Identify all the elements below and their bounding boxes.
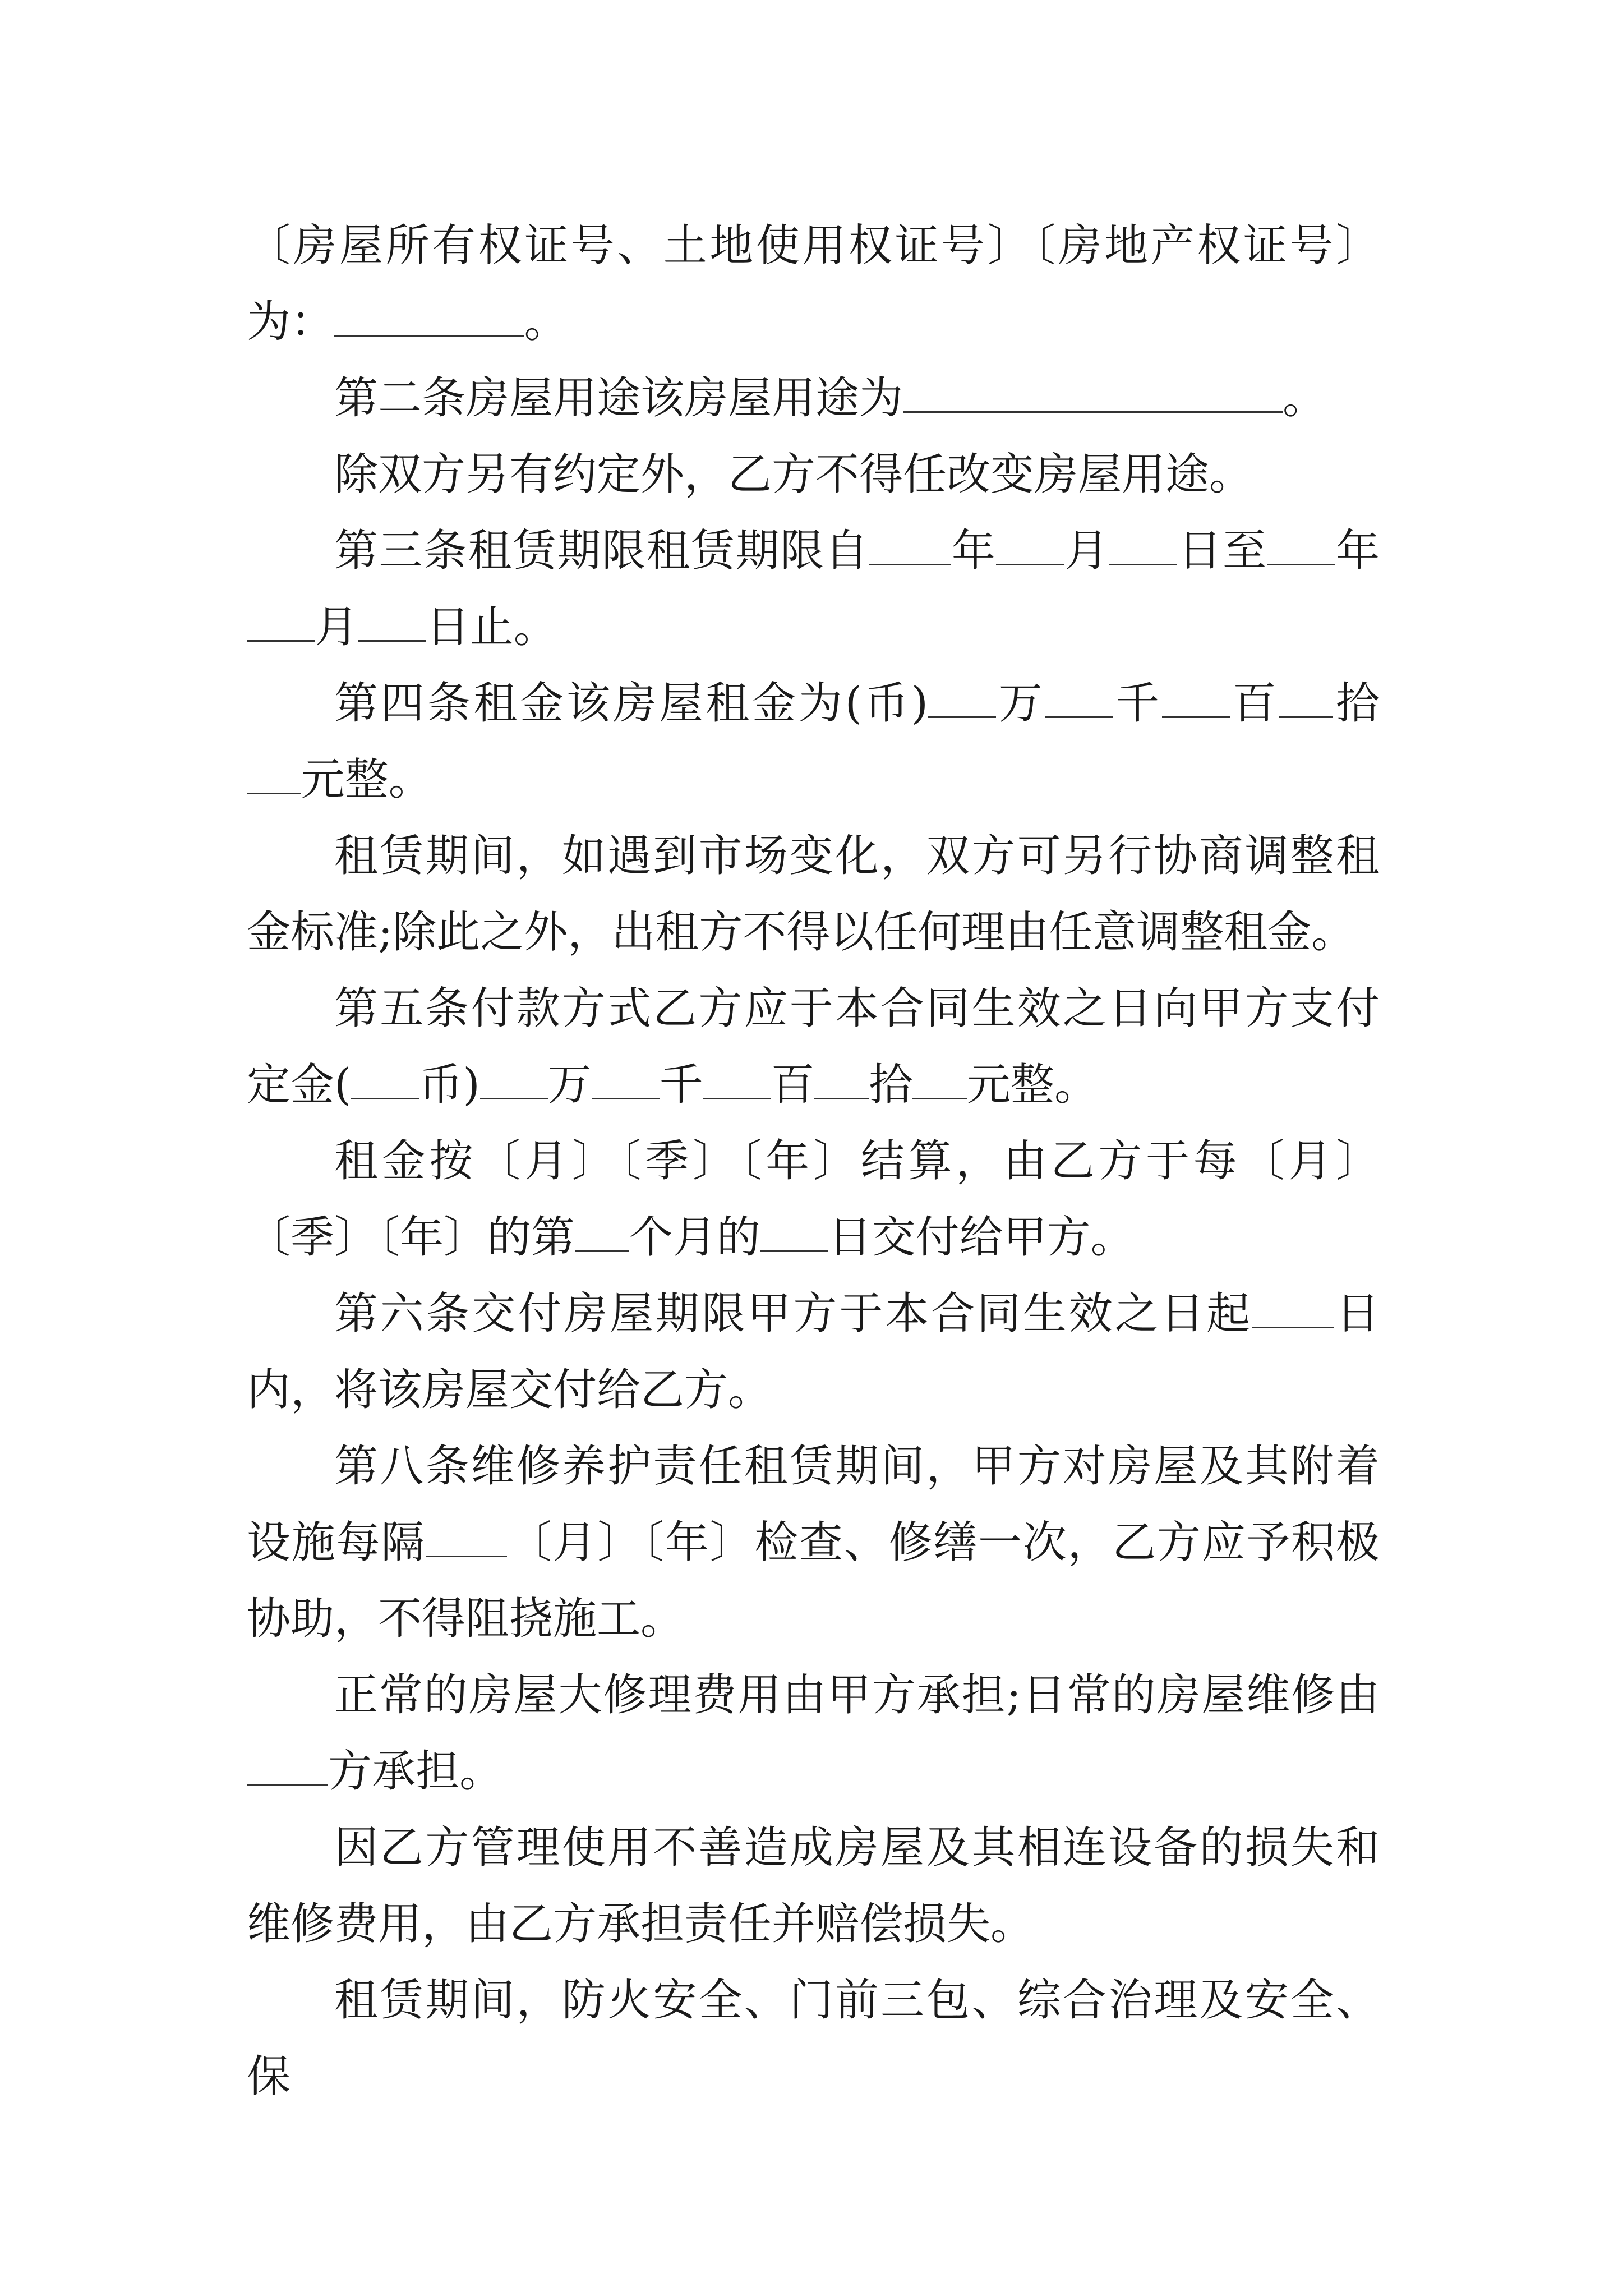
paragraph-12 (247, 1810, 1380, 1962)
paragraph-8 (247, 1123, 1380, 1276)
paragraph-text: 除双方另有约定外，乙方不得任改变房屋用途。 (334, 449, 1253, 500)
fill-in-blank (928, 677, 996, 718)
paragraph-4 (247, 513, 1380, 665)
paragraph-text: 千 (659, 1060, 703, 1110)
fill-in-blank (1045, 677, 1113, 718)
paragraph-text: 币) (419, 1060, 480, 1110)
paragraph-text: 年 (1335, 526, 1380, 576)
paragraph-text: 日止。 (426, 602, 557, 652)
fill-in-blank (903, 372, 1283, 413)
paragraph-text: 。 (1283, 373, 1327, 424)
paragraph-text: 方承担。 (328, 1746, 504, 1797)
paragraph-text: 元整。 (301, 754, 432, 805)
fill-in-blank (1162, 677, 1230, 718)
paragraph-11 (247, 1657, 1380, 1810)
paragraph-3 (247, 436, 1380, 513)
fill-in-blank (1279, 677, 1333, 718)
fill-in-blank (351, 1059, 419, 1099)
paragraph-1 (247, 208, 1380, 360)
fill-in-blank (575, 1211, 629, 1252)
paragraph-13 (247, 1962, 1380, 2115)
paragraph-text: 〔月〕〔年〕检查、修缮一次，乙方应予积极协助，不得阻挠施工。 (247, 1517, 1380, 1644)
paragraph-text: 第八条维修养护责任租赁期间，甲方对房屋及其附着设施每隔 (247, 1441, 1380, 1568)
fill-in-blank (426, 1516, 507, 1557)
fill-in-blank (1109, 524, 1177, 565)
paragraph-6 (247, 818, 1380, 970)
fill-in-blank (703, 1059, 771, 1099)
paragraph-5 (247, 665, 1380, 818)
paragraph-text: 第五条付款方式乙方应于本合同生效之日向甲方支付定金( (247, 983, 1380, 1110)
fill-in-blank (592, 1059, 660, 1099)
paragraph-text: 年 (951, 526, 997, 576)
fill-in-blank (869, 524, 951, 565)
fill-in-blank (912, 1059, 967, 1099)
paragraph-text: 租赁期间，如遇到市场变化，双方可另行协商调整租金标准;除此之外，出租方不得以任何理由任意调整租金。 (247, 831, 1380, 958)
paragraph-2 (247, 360, 1380, 436)
paragraph-7 (247, 970, 1380, 1123)
paragraph-text: 正常的房屋大修理费用由甲方承担;日常的房屋维修由 (334, 1670, 1380, 1720)
fill-in-blank (247, 1745, 328, 1786)
paragraph-text: 拾 (1333, 678, 1380, 729)
fill-in-blank (760, 1211, 828, 1252)
paragraph-text: 日交付给甲方。 (828, 1212, 1135, 1263)
fill-in-blank (334, 296, 524, 337)
paragraph-text: 第二条房屋用途该房屋用途为 (334, 373, 903, 424)
paragraph-text: 〔房屋所有权证号、土地使用权证号〕〔房地产权证号〕为： (247, 220, 1380, 347)
paragraph-text: 月 (1064, 526, 1110, 576)
paragraph-text: 日至 (1177, 526, 1267, 576)
paragraph-text: 因乙方管理使用不善造成房屋及其相连设备的损失和维修费用，由乙方承担责任并赔偿损失。 (247, 1823, 1380, 1949)
paragraph-10 (247, 1428, 1380, 1657)
paragraph-text: 第三条租赁期限租赁期限自 (334, 526, 870, 576)
fill-in-blank (247, 753, 301, 794)
paragraph-text: 月 (314, 602, 358, 652)
paragraph-text: 第四条租金该房屋租金为(币) (334, 678, 929, 729)
fill-in-blank (1267, 524, 1335, 565)
paragraph-text: 个月的 (629, 1212, 760, 1263)
fill-in-blank (1252, 1287, 1334, 1328)
paragraph-text: 租金按〔月〕〔季〕〔年〕结算，由乙方于每〔月〕〔季〕〔年〕的第 (247, 1136, 1380, 1263)
paragraph-text: 。 (524, 297, 568, 347)
fill-in-blank (814, 1059, 869, 1099)
paragraph-text: 万 (547, 1060, 592, 1110)
paragraph-text: 万 (995, 678, 1045, 729)
paragraph-9 (247, 1276, 1380, 1428)
paragraph-text: 百 (771, 1060, 815, 1110)
paragraph-text: 日内，将该房屋交付给乙方。 (247, 1289, 1380, 1415)
paragraph-text: 百 (1229, 678, 1279, 729)
fill-in-blank (480, 1059, 548, 1099)
paragraph-text: 第六条交付房屋期限甲方于本合同生效之日起 (334, 1289, 1253, 1339)
fill-in-blank (358, 601, 426, 642)
fill-in-blank (996, 524, 1064, 565)
paragraph-text: 拾 (869, 1060, 913, 1110)
paragraph-text: 千 (1113, 678, 1162, 729)
fill-in-blank (247, 601, 315, 642)
paragraph-text: 元整。 (966, 1060, 1098, 1110)
paragraph-text: 租赁期间，防火安全、门前三包、综合治理及安全、保 (247, 1975, 1380, 2102)
document-body (247, 208, 1380, 2115)
